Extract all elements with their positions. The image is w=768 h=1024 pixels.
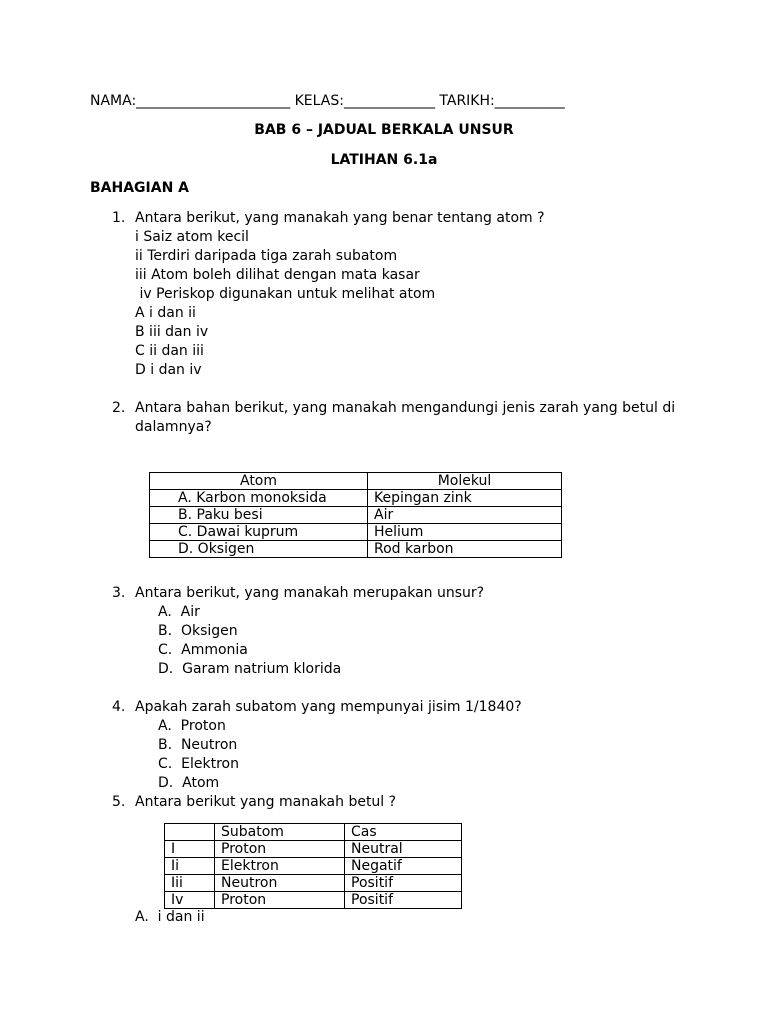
question-number: 5.	[112, 794, 126, 810]
answer-option: D. Atom	[158, 775, 220, 791]
table-cell: Positif	[345, 875, 462, 892]
question-number: 4.	[112, 699, 126, 715]
question-number: 2.	[112, 400, 126, 416]
statement-item: ii Terdiri daripada tiga zarah subatom	[135, 248, 398, 264]
section-heading: BAHAGIAN A	[90, 180, 190, 196]
statement-item: iii Atom boleh dilihat dengan mata kasar	[135, 267, 420, 283]
question-number: 3.	[112, 585, 126, 601]
table-row	[165, 841, 462, 858]
table-row	[150, 507, 562, 524]
table-row	[165, 875, 462, 892]
subatom-charge-table	[164, 823, 462, 909]
table-cell: Kepingan zink	[368, 490, 562, 507]
student-info-line: NAMA:______________________ KELAS:_____________ TARIKH:__________	[90, 93, 565, 109]
table-cell: I	[165, 841, 215, 858]
question-2-text: Antara bahan berikut, yang manakah mengandungi jenis zarah yang betul di	[135, 400, 676, 416]
table-row	[165, 892, 462, 909]
table-cell: Elektron	[215, 858, 345, 875]
table-cell: Iv	[165, 892, 215, 909]
table-cell: Helium	[368, 524, 562, 541]
answer-option: A. i dan ii	[135, 909, 205, 925]
table-header-row	[150, 473, 562, 490]
answer-option: A i dan ii	[135, 305, 196, 321]
chapter-title: BAB 6 – JADUAL BERKALA UNSUR	[254, 122, 514, 138]
exercise-title: LATIHAN 6.1a	[330, 152, 438, 168]
table-cell: B. Paku besi	[150, 507, 368, 524]
question-5-text: Antara berikut yang manakah betul ?	[135, 794, 397, 810]
column-header-blank	[165, 824, 215, 841]
column-header-molecule: Molekul	[368, 473, 562, 490]
table-cell: Negatif	[345, 858, 462, 875]
table-cell: Positif	[345, 892, 462, 909]
table-cell: C. Dawai kuprum	[150, 524, 368, 541]
table-cell: D. Oksigen	[150, 541, 368, 558]
question-3-text: Antara berikut, yang manakah merupakan unsur?	[135, 585, 485, 601]
table-cell: Rod karbon	[368, 541, 562, 558]
table-header-row	[165, 824, 462, 841]
answer-option: C. Elektron	[158, 756, 239, 772]
answer-option: B iii dan iv	[135, 324, 209, 340]
table-cell: Ii	[165, 858, 215, 875]
question-1-text: Antara berikut, yang manakah yang benar tentang atom ?	[135, 210, 545, 226]
question-4-text: Apakah zarah subatom yang mempunyai jisim 1/1840?	[135, 699, 522, 715]
question-number: 1.	[112, 210, 126, 226]
answer-option: C ii dan iii	[135, 343, 204, 359]
table-cell: Iii	[165, 875, 215, 892]
table-cell: Neutral	[345, 841, 462, 858]
table-cell: A. Karbon monoksida	[150, 490, 368, 507]
column-header-subatom: Subatom	[215, 824, 345, 841]
table-cell: Proton	[215, 892, 345, 909]
answer-option: A. Air	[158, 604, 200, 620]
answer-option: D i dan iv	[135, 362, 202, 378]
answer-option: B. Oksigen	[158, 623, 238, 639]
table-row	[150, 490, 562, 507]
table-cell: Proton	[215, 841, 345, 858]
atom-molecule-table	[149, 472, 562, 558]
column-header-charge: Cas	[345, 824, 462, 841]
table-cell: Neutron	[215, 875, 345, 892]
table-cell: Air	[368, 507, 562, 524]
question-2-text-cont: dalamnya?	[135, 419, 212, 435]
table-row	[165, 858, 462, 875]
answer-option: A. Proton	[158, 718, 226, 734]
table-row	[150, 524, 562, 541]
answer-option: B. Neutron	[158, 737, 238, 753]
statement-item: iv Periskop digunakan untuk melihat atom	[135, 286, 436, 302]
table-row	[150, 541, 562, 558]
statement-item: i Saiz atom kecil	[135, 229, 249, 245]
answer-option: C. Ammonia	[158, 642, 248, 658]
column-header-atom: Atom	[150, 473, 368, 490]
answer-option: D. Garam natrium klorida	[158, 661, 342, 677]
